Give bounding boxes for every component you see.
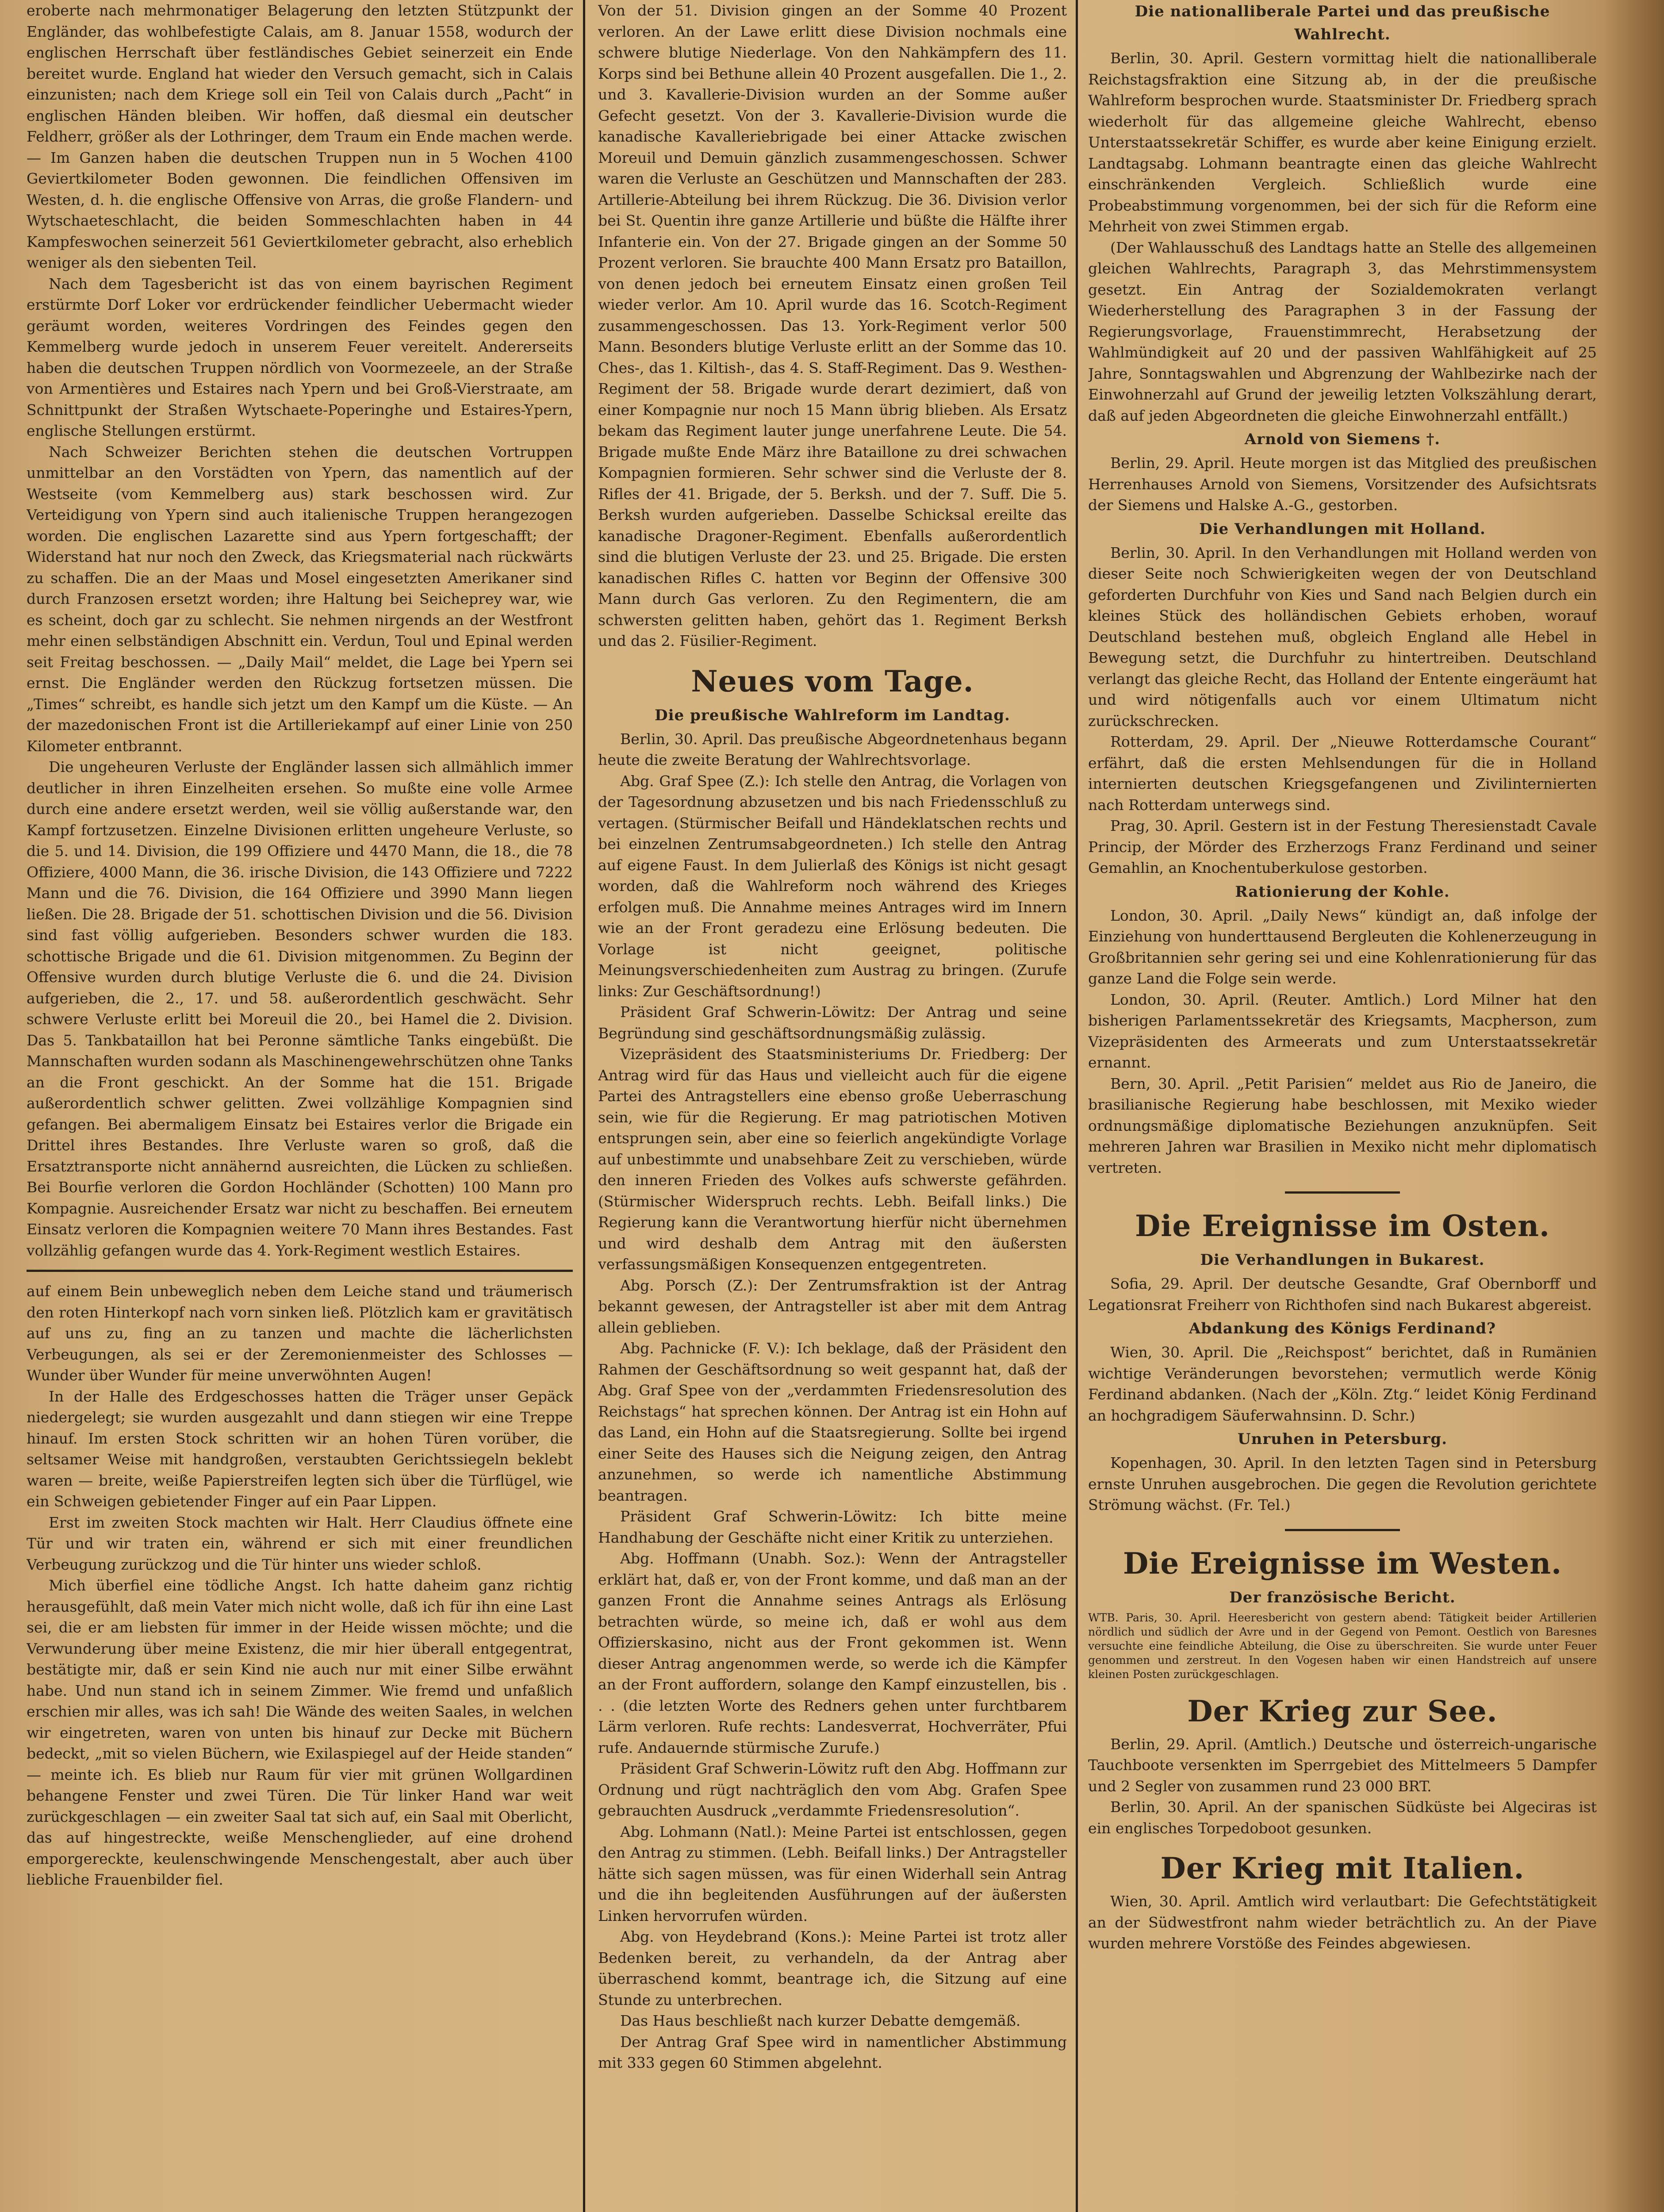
report-paragraph: Berlin, 30. April. An der spanischen Südküste bei Algeciras ist ein englisches Torpedoboot gesunken. bbox=[1088, 1798, 1597, 1837]
section-heading: Rationierung der Kohle. bbox=[1235, 883, 1450, 901]
column-rule bbox=[583, 0, 585, 2212]
section-heading: Unruhen in Petersburg. bbox=[1237, 1430, 1448, 1448]
report-paragraph: Berlin, 29. April. Heute morgen ist das Mitglied des preußischen Herrenhauses Arnold von Siemens, Vorsitzender des Aufsichtsrats der Siemens und Halske A.-G., gestorben. bbox=[1088, 454, 1597, 514]
article-paragraph: Nach Schweizer Berichten stehen die deutschen Vortruppen unmittelbar an den Vorstädten von Ypern, das namentlich auf der Westseite (vom Kemmelberg aus) stark beschossen wird. Zur Verteidigung von Ypern sind auch italienische Truppen herangezogen worden. Die englischen Lazarette sind aus Ypern fortgeschafft; der Widerstand hat nur noch den Zweck, das Kriegsmaterial nach rückwärts zu schaffen. Die an der Maas und Mosel eingesetzten Amerikaner sind durch Franzosen ersetzt worden; ihre Haltung bei Seicheprey war, wie es scheint, doch gar zu schlecht. Sie nehmen nirgends an der Westfront mehr einen selbständigen Abschnitt ein. Verdun, Toul und Epinal werden seit Freitag beschossen. — „Daily Mail“ meldet, die Lage bei Ypern sei ernst. Die Engländer werden den Rückzug fortsetzen müssen. Die „Times“ schreibt, es handle sich jetzt um den Kampf um die Küste. — An der mazedonischen Front ist die Artilleriekampf auf einer Linie von 250 Kilometer entbrannt. bbox=[27, 443, 573, 755]
report-paragraph: Abg. Porsch (Z.): Der Zentrumsfraktion ist der Antrag bekannt gewesen, der Antragsteller ist aber mit dem Antrag allein geblieben. bbox=[598, 1276, 1067, 1336]
report-paragraph: Abg. Pachnicke (F. V.): Ich beklage, daß der Präsident den Rahmen der Geschäftsordnung so weit gespannt hat, daß der Abg. Graf Spee von der „verdammten Friedensresolution des Reichstags“ hat sprechen können. Der Antrag ist ein Hohn auf das Land, ein Hohn auf die Staatsregierung. Sollte bei irgend einer Seite des Hauses sich die Neigung zeigen, den Antrag anzunehmen, so werde ich namentliche Abstimmung beantragen. bbox=[598, 1340, 1067, 1504]
section-heading: Arnold von Siemens †. bbox=[1244, 430, 1441, 448]
news-heading: Der Krieg mit Italien. bbox=[1160, 1851, 1525, 1886]
section-heading: Der französische Bericht. bbox=[1229, 1588, 1456, 1606]
report-paragraph: Abg. Hoffmann (Unabh. Soz.): Wenn der Antragsteller erklärt hat, daß er, von der Front komme, und daß man an der ganzen Front die Annahme seines Antrags als Erlösung betrachten würde, so meine ich, daß er wohl aus dem Offizierskasino, nicht aus der Front gekommen ist. Wenn dieser Antrag angenommen werde, so werde ich die Kämpfer an der Front auffordern, solange den Kampf einzustellen, bis . . . (die letzten Worte des Redners gehen unter furchtbarem Lärm verloren. Rufe rechts: Landesverrat, Hochverräter, Pfui rufe. Andauernde stürmische Zurufe.) bbox=[598, 1550, 1067, 1756]
section-heading: Abdankung des Königs Ferdinand? bbox=[1189, 1320, 1496, 1337]
report-paragraph: Rotterdam, 29. April. Der „Nieuwe Rotterdamsche Courant“ erfährt, daß die ersten Mehlsendungen für die in Holland internierten deutschen Kriegsgefangenen und Zivilinternierten nach Rotterdam unterwegs sind. bbox=[1088, 733, 1597, 814]
report-paragraph: Der Antrag Graf Spee wird in namentlicher Abstimmung mit 333 gegen 60 Stimmen abgelehnt. bbox=[598, 2033, 1067, 2071]
section-divider bbox=[1285, 1529, 1400, 1531]
report-paragraph: Das Haus beschließt nach kurzer Debatte demgemäß. bbox=[620, 2012, 1021, 2029]
news-heading: Die Ereignisse im Westen. bbox=[1123, 1546, 1562, 1581]
report-paragraph: Präsident Graf Schwerin-Löwitz ruft den Abg. Hoffmann zur Ordnung und rügt nachträglich den vom Abg. Grafen Spee gebrauchten Ausdruck „verdammte Friedensresolution“. bbox=[598, 1760, 1067, 1819]
report-paragraph: Berlin, 30. April. Gestern vormittag hielt die nationalliberale Reichstagsfraktion eine Sitzung ab, in der die preußische Wahlreform besprochen wurde. Staatsminister Dr. Friedberg sprach wiederholt für das allgemeine gleiche Wahlrecht, ebenso Unterstaatssekretär Schiffer, es wurde aber keine Einigung erzielt. Landtagsabg. Lohmann beantragte einen das gleiche Wahlrecht einschränkenden Vergleich. Schließlich wurde eine Probeabstimmung vorgenommen, bei der sich für die Reform eine Mehrheit von zwei Stimmen ergab. bbox=[1088, 50, 1597, 235]
column-right bbox=[1088, 0, 1597, 2212]
feuilleton-paragraph: Mich überfiel eine tödliche Angst. Ich hatte daheim ganz richtig herausgefühlt, daß mein Vater mich nicht wolle, daß ich für ihn eine Last sei, die er am liebsten für immer in der Heide wissen möchte; und die Verwunderung über meine Existenz, die mir hier überall entgegentrat, bestätigte mir, daß er sein Kind nie auch nur mit einer Silbe erwähnt habe. Und nun stand ich in seinem Zimmer. Wie fremd und unfaßlich erschien mir alles, was ich sah! Die Wände des weiten Saales, in welchen wir eingetreten, waren von unten bis hinauf zur Decke mit Büchern bedeckt, „mit so vielen Büchern, wie Exilaspiegel auf der Heide standen“ — meinte ich. Es blieb nur Raum für vier mit grünen Wollgardinen behangene Fenster und zwei Türen. Die Tür linker Hand war weit zurückgeschlagen — ein zweiter Saal tat sich auf, ein Saal mit Oberlicht, das auf hingestreckte, weiße Menschenglieder, auf eine drohend emporgereckte, keulenschwingende Menschengestalt, aber auch über liebliche Frauenbilder fiel. bbox=[27, 1577, 573, 1888]
report-paragraph: Abg. Lohmann (Natl.): Meine Partei ist entschlossen, gegen den Antrag zu stimmen. (Lebh. Beifall links.) Der Antragsteller hätte sich sagen müssen, was für einen Widerhall sein Antrag und die ihn begleitenden Ausführungen auf der äußersten Linken hervorrufen würden. bbox=[598, 1823, 1067, 1924]
feuilleton-paragraph: In der Halle des Erdgeschosses hatten die Träger unser Gepäck niedergelegt; sie wurden ausgezahlt und dann stiegen wir eine Treppe hinauf. Im ersten Stock schritten wir an hohen Türen vorüber, die seltsamer Weise mit handgroßen, verstaubten Gerichtssiegeln beklebt waren — breite, weiße Papierstreifen legten sich über die Türflügel, wie ein Schweigen gebietender Finger auf ein Paar Lippen. bbox=[27, 1387, 573, 1510]
column-rule bbox=[1076, 0, 1078, 2212]
report-paragraph: Bern, 30. April. „Petit Parisien“ meldet aus Rio de Janeiro, die brasilianische Regierung habe beschlossen, mit Mexiko wieder ordnungsmäßige diplomatische Beziehungen anzuknüpfen. Seit mehreren Jahren war Brasilien in Mexiko nicht mehr diplomatisch vertreten. bbox=[1088, 1075, 1597, 1176]
report-paragraph: Abg. Graf Spee (Z.): Ich stelle den Antrag, die Vorlagen von der Tagesordnung abzusetzen und bis nach Friedensschluß zu vertagen. (Stürmischer Beifall und Händeklatschen rechts und bei einzelnen Zentrumsabgeordneten.) Ich stelle den Antrag auf eigene Faust. In dem Julierlaß des Königs ist nicht gesagt worden, daß die Wahlreform noch während des Krieges erfolgen muß. Die Annahme meines Antrages wird im Innern wie an der Front geradezu eine Erlösung bedeuten. Die Vorlage ist nicht geeignet, politische Meinungsverschiedenheiten zum Austrag zu bringen. (Zurufe links: Zur Geschäftsordnung!) bbox=[598, 772, 1067, 1000]
news-heading: Neues vom Tage. bbox=[691, 664, 974, 699]
report-paragraph: Wien, 30. April. Amtlich wird verlautbart: Die Gefechtstätigkeit an der Südwestfront nahm wieder beträchtlich zu. An der Piave wurden mehrere Vorstöße des Feindes abgewiesen. bbox=[1088, 1893, 1597, 1952]
report-paragraph: London, 30. April. „Daily News“ kündigt an, daß infolge der Einziehung von hunderttausend Bergleuten die Kohlenerzeugung in Großbritannien sehr gering sei und eine Kohlenrationierung für das ganze Land die Folge sein werde. bbox=[1088, 906, 1597, 987]
column-middle bbox=[598, 0, 1067, 2212]
article-paragraph: Von der 51. Division gingen an der Somme 40 Prozent verloren. An der Lawe erlitt diese Division nochmals eine schwere blutige Niederlage. Von den Nahkämpfern des 11. Korps sind bei Bethune allein 40 Prozent ausgefallen. Die 1., 2. und 3. Kavallerie-Division wurden an der Somme außer Gefecht gesetzt. Von der 3. Kavallerie-Division wurde die kanadische Kavalleriebrigade bei einer Attacke zwischen Moreuil und Demuin gänzlich zusammengeschossen. Schwer waren die Verluste an Geschützen und Mannschaften der 283. Artillerie-Abteilung bei ihrem Rückzug. Die 36. Division verlor bei St. Quentin ihre ganze Artillerie und büßte die Hälfte ihrer Infanterie ein. Von der 27. Brigade gingen an der Somme 50 Prozent verloren. Sie brauchte 400 Mann Ersatz pro Bataillon, von denen jedoch bei erneutem Einsatz einen großen Teil wieder verlor. Am 10. April wurde das 16. Scotch-Regiment zusammengeschossen. Das 13. York-Regiment verlor 500 Mann. Besonders blutige Verluste erlitt an der Somme das 10. Ches-, das 1. Kiltish-, das 4. S. Staff-Regiment. Das 9. Westhen-Regiment der 58. Brigade wurde derart dezimiert, daß von einer Kompagnie nur noch 15 Mann übrig blieben. Als Ersatz bekam das Regiment lauter junge unerfahrene Leute. Die 54. Brigade mußte Ende März ihre Bataillone zu drei schwachen Kompagnien formieren. Sehr schwer sind die Verluste der 8. Rifles der 41. Brigade, der 5. Berksh. und der 7. Suff. Die 5. Berksh wurden aufgerieben. Dasselbe Schicksal ereilte das kanadische Dragoner-Regiment. Ebenfalls außerordentlich sind die blutigen Verluste der 23. und 25. Brigade. Die ersten kanadischen Rifles C. hatten vor Beginn der Offensive 300 Mann durch Gas verloren. Zu den Regimentern, die am schwersten gelitten haben, gehört das 1. Regiment Berksh und das 2. Füsilier-Regiment. bbox=[598, 2, 1067, 649]
report-paragraph: Prag, 30. April. Gestern ist in der Festung Theresienstadt Cavale Princip, der Mörder des Erzherzogs Franz Ferdinand und seiner Gemahlin, an Knochentuberkulose gestorben. bbox=[1088, 817, 1597, 876]
feuilleton-divider bbox=[27, 1270, 573, 1272]
report-paragraph: Präsident Graf Schwerin-Löwitz: Ich bitte meine Handhabung der Geschäfte nicht einer Kritik zu unterziehen. bbox=[598, 1508, 1067, 1546]
feuilleton-paragraph: Erst im zweiten Stock machten wir Halt. Herr Claudius öffnete eine Tür und wir traten ein, während er sich mit einer freundlichen Verbeugung zurückzog und die Tür hinter uns wieder schloß. bbox=[27, 1513, 573, 1573]
article-paragraph: eroberte nach mehrmonatiger Belagerung den letzten Stützpunkt der Engländer, das wohlbefestigte Calais, am 8. Januar 1558, wodurch der englischen Herrschaft über festländisches Gebiet seinerzeit ein Ende bereitet wurde. England hat wieder den Versuch gemacht, sich in Calais einzunisten; nach dem Kriege soll ein Teil von Calais durch „Pacht“ in englischen Händen bleiben. Wir hoffen, daß diesmal ein deutscher Feldherr, größer als der Lothringer, dem Traum ein Ende machen werde. — Im Ganzen haben die deutschen Truppen nun in 5 Wochen 4100 Geviertkilometer Boden gewonnen. Die feindlichen Offensiven im Westen, d. h. die englische Offensive von Arras, die große Flandern- und Wytschaeteschlacht, die beiden Sommeschlachten haben in 44 Kampfeswochen seinerzeit 561 Geviertkilometer gebracht, also erheblich weniger als den siebenten Teil. bbox=[27, 2, 573, 271]
report-paragraph: (Der Wahlausschuß des Landtags hatte an Stelle des allgemeinen gleichen Wahlrechts, Paragraph 3, das Mehrstimmensystem gesetzt. Ein Antrag der Sozialdemokraten verlangt Wiederherstellung des Paragraphen 3 in der Fassung der Regierungsvorlage, Frauenstimmrecht, Herabsetzung der Wahlmündigkeit auf 20 und der passiven Wahlfähigkeit auf 25 Jahre, Sonntagswahlen und Abgrenzung der Wahlbezirke nach der Einwohnerzahl auf Grund der jeweilig letzten Volkszählung derart, daß auf jeden Abgeordneten die gleiche Einwohnerzahl entfällt.) bbox=[1088, 238, 1597, 424]
report-paragraph: WTB. Paris, 30. April. Heeresbericht von gestern abend: Tätigkeit beider Artillerien nördlich und südlich der Avre und in der Gegend von Pemont. Oestlich von Baresnes versuchte eine feindliche Abteilung, die Oise zu überschreiten. Sie wurde unter Feuer genommen und zerstreut. In den Vogesen haben wir einen Handstreich auf unsere kleinen Posten zurückgeschlagen. bbox=[1088, 1611, 1597, 1681]
section-heading: Die nationalliberale Partei und das preußische Wahlrecht. bbox=[1135, 3, 1550, 43]
report-paragraph: Vizepräsident des Staatsministeriums Dr. Friedberg: Der Antrag wird für das Haus und vielleicht auch für die eigene Partei des Antragstellers eine ebenso große Ueberraschung sein, wie für die Regierung. Er mag patriotischen Motiven entsprungen sein, aber eine so feierlich angekündigte Vorlage auf unbestimmte und unabsehbare Zeit zu verschieben, würde den inneren Frieden des Volkes aufs schwerste gefährden. (Stürmischer Widerspruch rechts. Lebh. Beifall links.) Die Regierung kann die Verantwortung hierfür nicht übernehmen und wird deshalb dem Antrag mit den äußersten verfassungsmäßigen Konsequenzen entgegentreten. bbox=[598, 1045, 1067, 1273]
report-paragraph: Präsident Graf Schwerin-Löwitz: Der Antrag und seine Begründung sind geschäftsordnungsmäßig zulässig. bbox=[598, 1003, 1067, 1042]
page-edge-shadow bbox=[1602, 0, 1664, 2212]
section-divider bbox=[1285, 1191, 1400, 1194]
report-paragraph: Berlin, 30. April. In den Verhandlungen mit Holland werden von dieser Seite noch Schwierigkeiten wegen der von Deutschland geforderten Durchfuhr von Kies und Sand nach Belgien durch ein kleines Stück des holländischen Gebiets erhoben, worauf Deutschland bestehen muß, obgleich England alle Hebel in Bewegung setzt, die Durchfuhr zu hintertreiben. Deutschland verlangt das gleiche Recht, das Holland der Entente eingeräumt hat und wird nötigenfalls auch vor einem Ultimatum nicht zurückschrecken. bbox=[1088, 544, 1597, 730]
report-paragraph: London, 30. April. (Reuter. Amtlich.) Lord Milner hat den bisherigen Parlamentssekretär des Kriegsamts, Macpherson, zum Vizepräsidenten des Armeerats und zum Unterstaatssekretär ernannt. bbox=[1088, 991, 1597, 1071]
section-heading: Die preußische Wahlreform im Landtag. bbox=[655, 706, 1010, 724]
report-paragraph: Berlin, 30. April. Das preußische Abgeordnetenhaus begann heute die zweite Beratung der Wahlrechtsvorlage. bbox=[598, 730, 1067, 768]
section-heading: Die Verhandlungen in Bukarest. bbox=[1200, 1251, 1485, 1269]
article-paragraph: Die ungeheuren Verluste der Engländer lassen sich allmählich immer deutlicher in ihren Einzelheiten ersehen. So mußte eine volle Armee durch eine andere ersetzt werden, weil sie völlig außerstande war, den Kampf fortzusetzen. Einzelne Divisionen erlitten ungeheure Verluste, so die 5. und 14. Division, die 199 Offiziere und 4470 Mann, die 18., die 78 Offiziere, 4000 Mann, die 36. irische Division, die 143 Offiziere und 7222 Mann und die 76. Division, die 164 Offiziere und 3990 Mann liegen ließen. Die 28. Brigade der 51. schottischen Division und die 56. Division sind fast völlig aufgerieben. Besonders schwer wurden die 183. schottische Brigade und die 61. Division mitgenommen. Zu Beginn der Offensive wurden durch blutige Verluste die 6. und die 24. Division aufgerieben, die 2., 17. und 58. außerordentlich geschwächt. Sehr schwere Verluste erlitt bei Moreuil die 20., bei Hamel die 2. Division. Das 5. Tankbataillon hat bei Peronne sämtliche Tanks eingebüßt. Die Mannschaften wurden sodann als Maschinengewehrschützen ohne Tanks an die Front geschickt. An der Somme hat die 151. Brigade außerordentlich schwer gelitten. Zwei vollzählige Kompagnien sind gefangen. Bei abermaligem Einsatz bei Estaires verlor die Brigade ein Drittel ihres Bestandes. Ihre Verluste waren so groß, daß die Ersatztransporte nicht annähernd ausreichten, die Lücken zu schließen. Bei Bourfie verloren die Gordon Hochländer (Schotten) 100 Mann pro Kompagnie. Ausreichender Ersatz war nicht zu beschaffen. Bei erneutem Einsatz verloren die Kompagnien weitere 70 Mann ihres Bestandes. Fast vollzählig gefangen wurde das 4. York-Regiment westlich Estaires. bbox=[27, 758, 573, 1259]
news-heading: Der Krieg zur See. bbox=[1187, 1694, 1498, 1728]
report-paragraph: Kopenhagen, 30. April. In den letzten Tagen sind in Petersburg ernste Unruhen ausgebrochen. Die gegen die Revolution gerichtete Strömung wächst. (Fr. Tel.) bbox=[1088, 1454, 1597, 1513]
section-heading: Die Verhandlungen mit Holland. bbox=[1199, 520, 1486, 538]
report-paragraph: Berlin, 29. April. (Amtlich.) Deutsche und österreich-ungarische Tauchboote versenkten im Sperrgebiet des Mittelmeers 5 Dampfer und 2 Segler von zusammen rund 23 000 BRT. bbox=[1088, 1735, 1597, 1795]
report-paragraph: Sofia, 29. April. Der deutsche Gesandte, Graf Obernborff und Legationsrat Freiherr von Richthofen sind nach Bukarest abgereist. bbox=[1088, 1275, 1597, 1313]
report-paragraph: Wien, 30. April. Die „Reichspost“ berichtet, daß in Rumänien wichtige Veränderungen bevorstehen; vermutlich werde König Ferdinand abdanken. (Nach der „Köln. Ztg.“ leidet König Ferdinand an hochgradigem Säuferwahnsinn. D. Schr.) bbox=[1088, 1344, 1597, 1424]
feuilleton-paragraph: auf einem Bein unbeweglich neben dem Leiche stand und träumerisch den roten Hinterkopf nach vorn sinken ließ. Plötzlich kam er gravitätisch auf uns zu, fing an zu tanzen und machte die lächerlichsten Verbeugungen, als sei er der Zeremonienmeister des Schlosses — Wunder über Wunder für meine unverwöhnten Augen! bbox=[27, 1283, 573, 1384]
news-heading: Die Ereignisse im Osten. bbox=[1135, 1209, 1550, 1243]
column-left bbox=[27, 0, 573, 2212]
report-paragraph: Abg. von Heydebrand (Kons.): Meine Partei ist trotz aller Bedenken bereit, zu verhandeln, da der Antrag aber überraschend kommt, beantrage ich, die Sitzung auf eine Stunde zu unterbrechen. bbox=[598, 1928, 1067, 2008]
article-paragraph: Nach dem Tagesbericht ist das von einem bayrischen Regiment erstürmte Dorf Loker vor erdrückender feindlicher Uebermacht wieder geräumt worden, weiteres Vordringen des Feindes gegen den Kemmelberg wurde jedoch in unserem Feuer vereitelt. Andererseits haben die deutschen Truppen nördlich von Voormezeele, an der Straße von Armentières und Estaires nach Ypern und bei Groß-Vierstraate, am Schnittpunkt der Straßen Wytschaete-Poperinghe und Estaires-Ypern, englische Stellungen erstürmt. bbox=[27, 275, 573, 439]
